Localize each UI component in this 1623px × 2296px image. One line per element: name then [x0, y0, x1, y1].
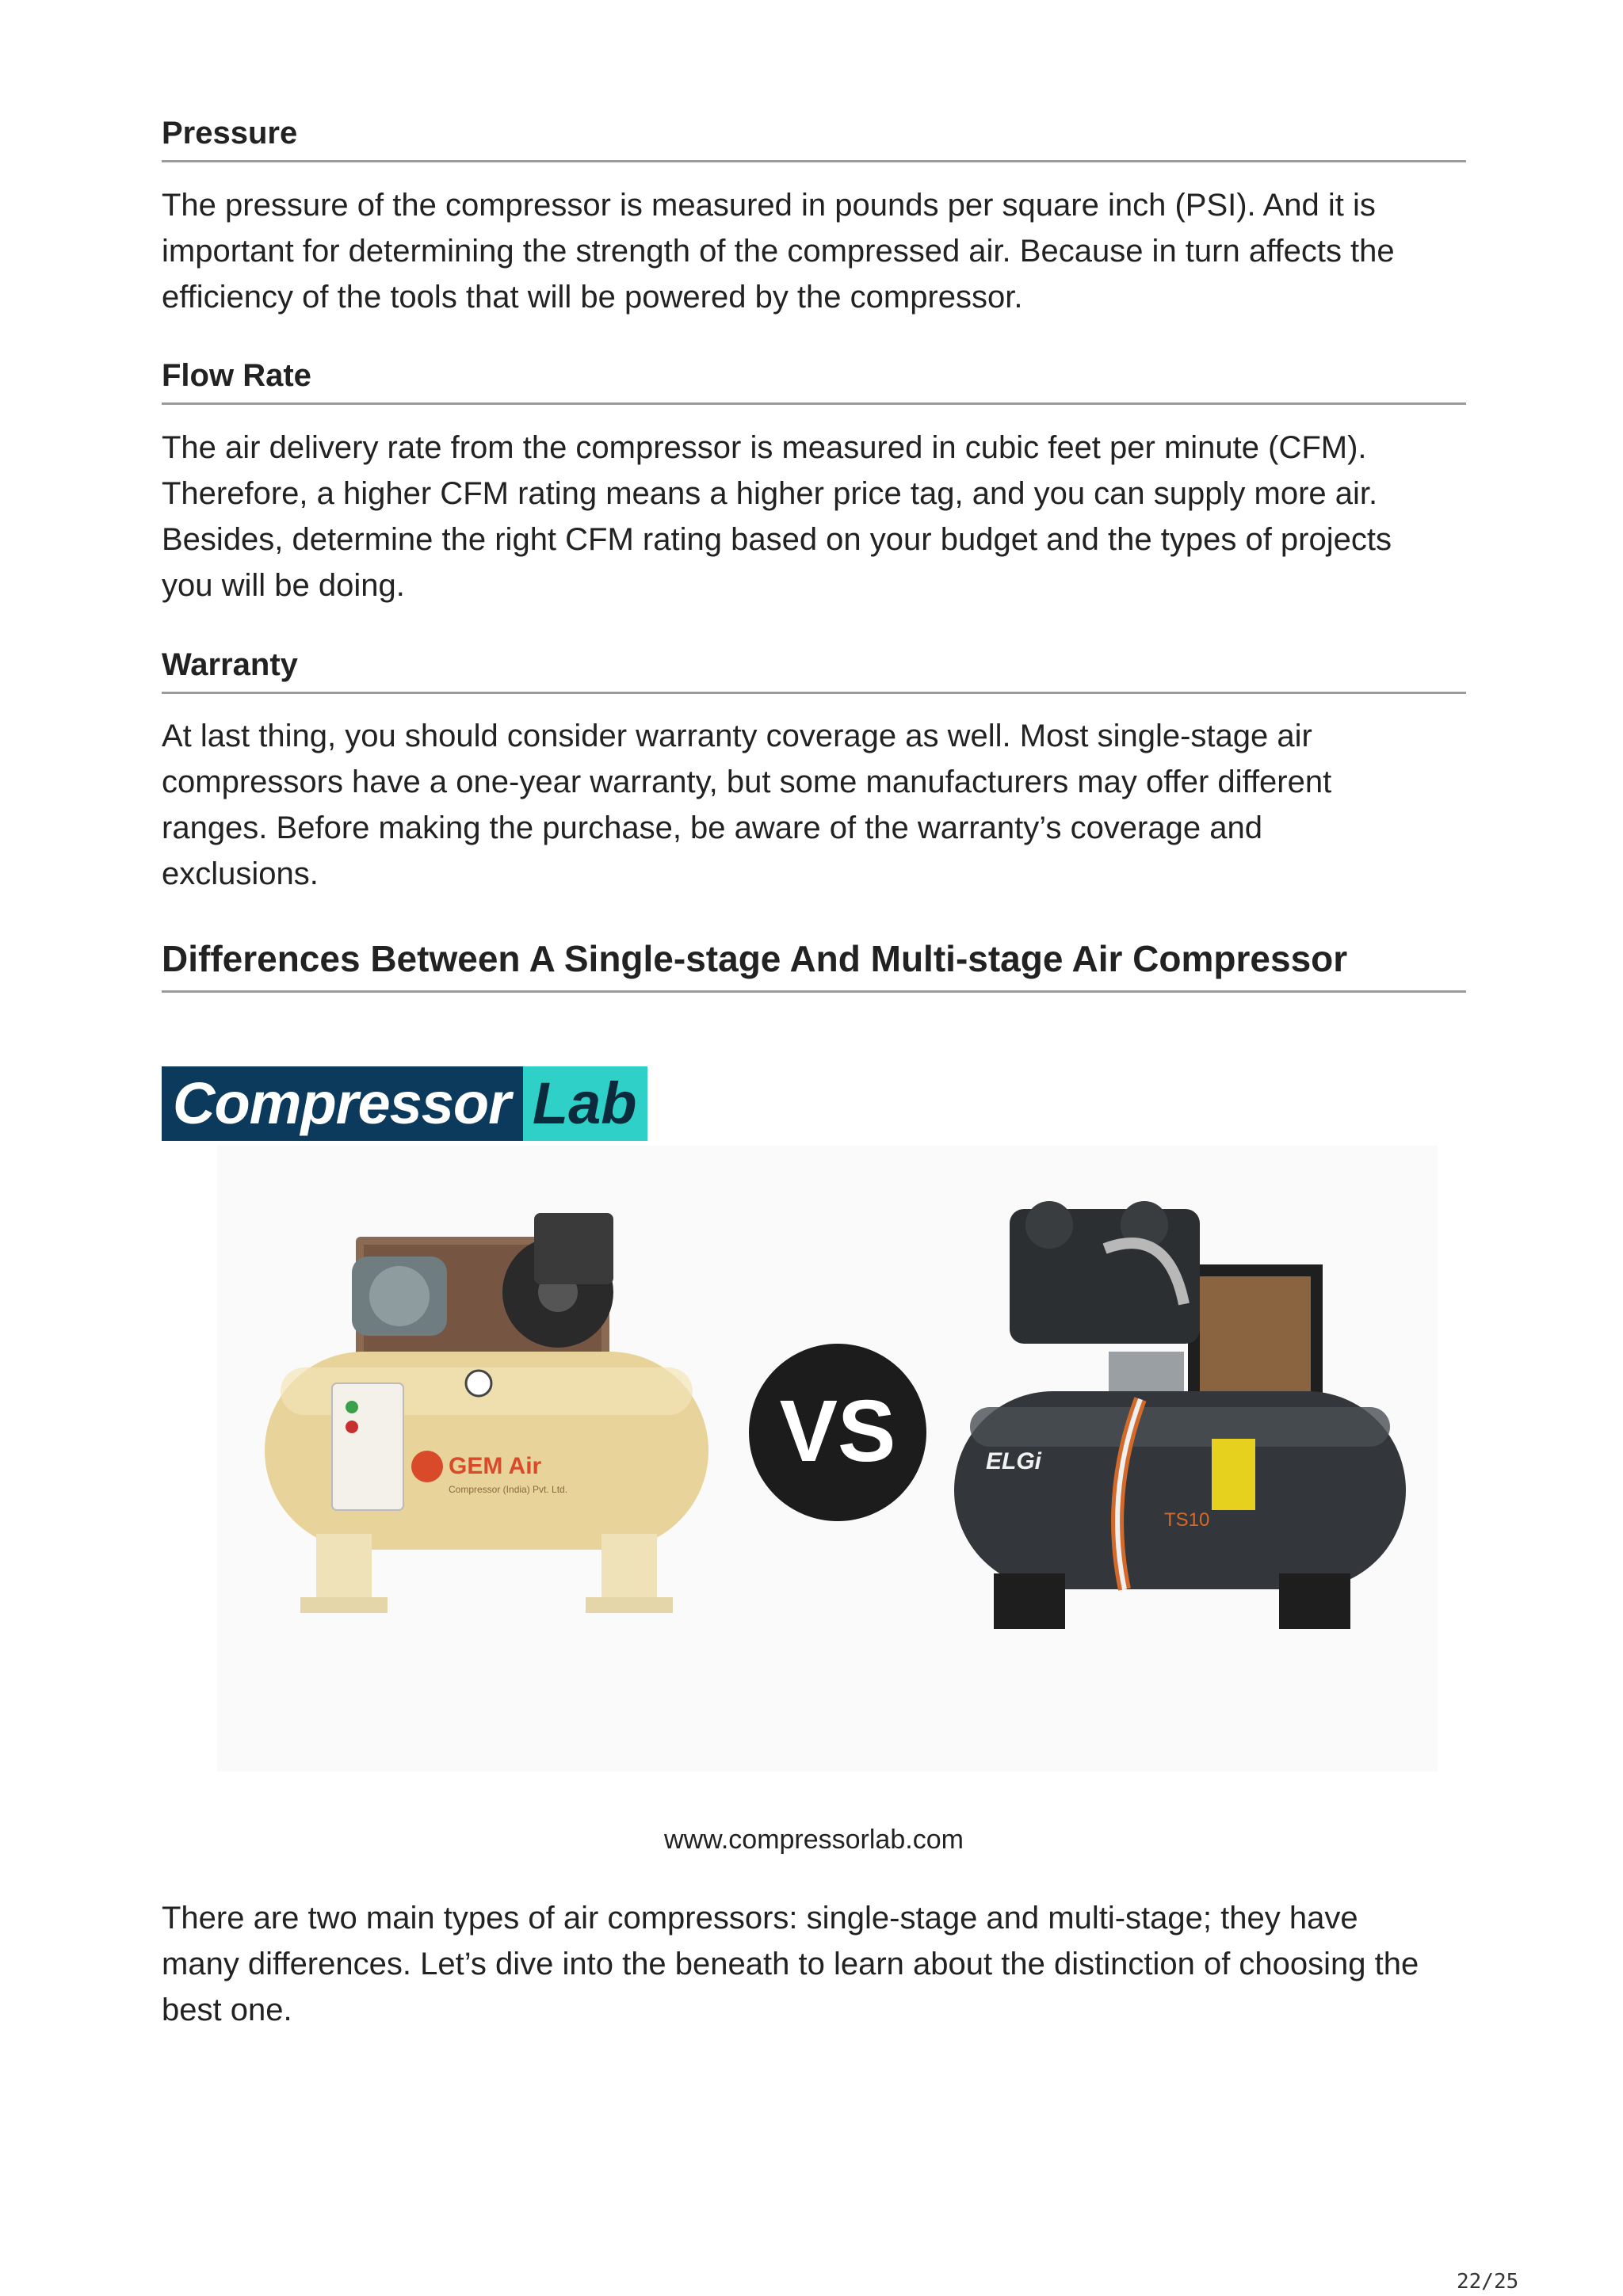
- text-line: best one.: [162, 1993, 292, 2027]
- text-line: important for determining the strength of the compressed air. Because in turn affects the: [162, 234, 1395, 269]
- vs-badge: [749, 1344, 926, 1521]
- subheading-pressure: Pressure: [162, 114, 1466, 162]
- right-brand-label: ELGi: [986, 1448, 1042, 1474]
- compressor-illustration: [162, 1066, 1466, 1779]
- text-line: There are two main types of air compressors: single-stage and multi-stage; they have: [162, 1901, 1358, 1936]
- right-model-label: TS10: [1164, 1509, 1210, 1531]
- left-brand-sublabel: Compressor (India) Pvt. Ltd.: [449, 1484, 568, 1495]
- text-line: compressors have a one-year warranty, but some manufacturers may offer different: [162, 765, 1332, 799]
- paragraph-pressure: [162, 182, 1477, 320]
- left-brand-label: GEM Air: [449, 1453, 542, 1479]
- text-line: ranges. Before making the purchase, be aware of the warranty’s coverage and: [162, 810, 1262, 845]
- page-number: 22/25: [1457, 2270, 1519, 2294]
- vs-label: VS: [779, 1383, 896, 1480]
- text-line: many differences. Let’s dive into the beneath to learn about the distinction of choosing the: [162, 1947, 1419, 1981]
- text-line: Therefore, a higher CFM rating means a higher price tag, and you can supply more air.: [162, 476, 1378, 511]
- text-line: The air delivery rate from the compressor is measured in cubic feet per minute (CFM).: [162, 430, 1367, 465]
- image-caption: www.compressorlab.com: [664, 1825, 964, 1855]
- logo-text-compressor: Compressor: [162, 1066, 523, 1141]
- text-line: efficiency of the tools that will be powered by the compressor.: [162, 280, 1023, 315]
- compressor-lab-logo: [162, 1066, 637, 1141]
- logo-text-lab: Lab: [523, 1066, 648, 1141]
- paragraph-flow-rate: [162, 425, 1477, 608]
- text-line: you will be doing.: [162, 568, 405, 603]
- paragraph-closing: [162, 1895, 1477, 2033]
- text-line: At last thing, you should consider warranty coverage as well. Most single-stage air: [162, 719, 1312, 753]
- text-line: The pressure of the compressor is measured in pounds per square inch (PSI). And it is: [162, 188, 1376, 223]
- text-line: exclusions.: [162, 856, 319, 891]
- subheading-warranty: Warranty: [162, 646, 1466, 694]
- section-heading: Differences Between A Single-stage And Multi-stage Air Compressor: [162, 936, 1466, 993]
- subheading-flow-rate: Flow Rate: [162, 357, 1466, 405]
- text-line: Besides, determine the right CFM rating based on your budget and the types of projects: [162, 522, 1392, 557]
- comparison-image: [162, 1066, 1466, 1779]
- paragraph-warranty: [162, 713, 1477, 897]
